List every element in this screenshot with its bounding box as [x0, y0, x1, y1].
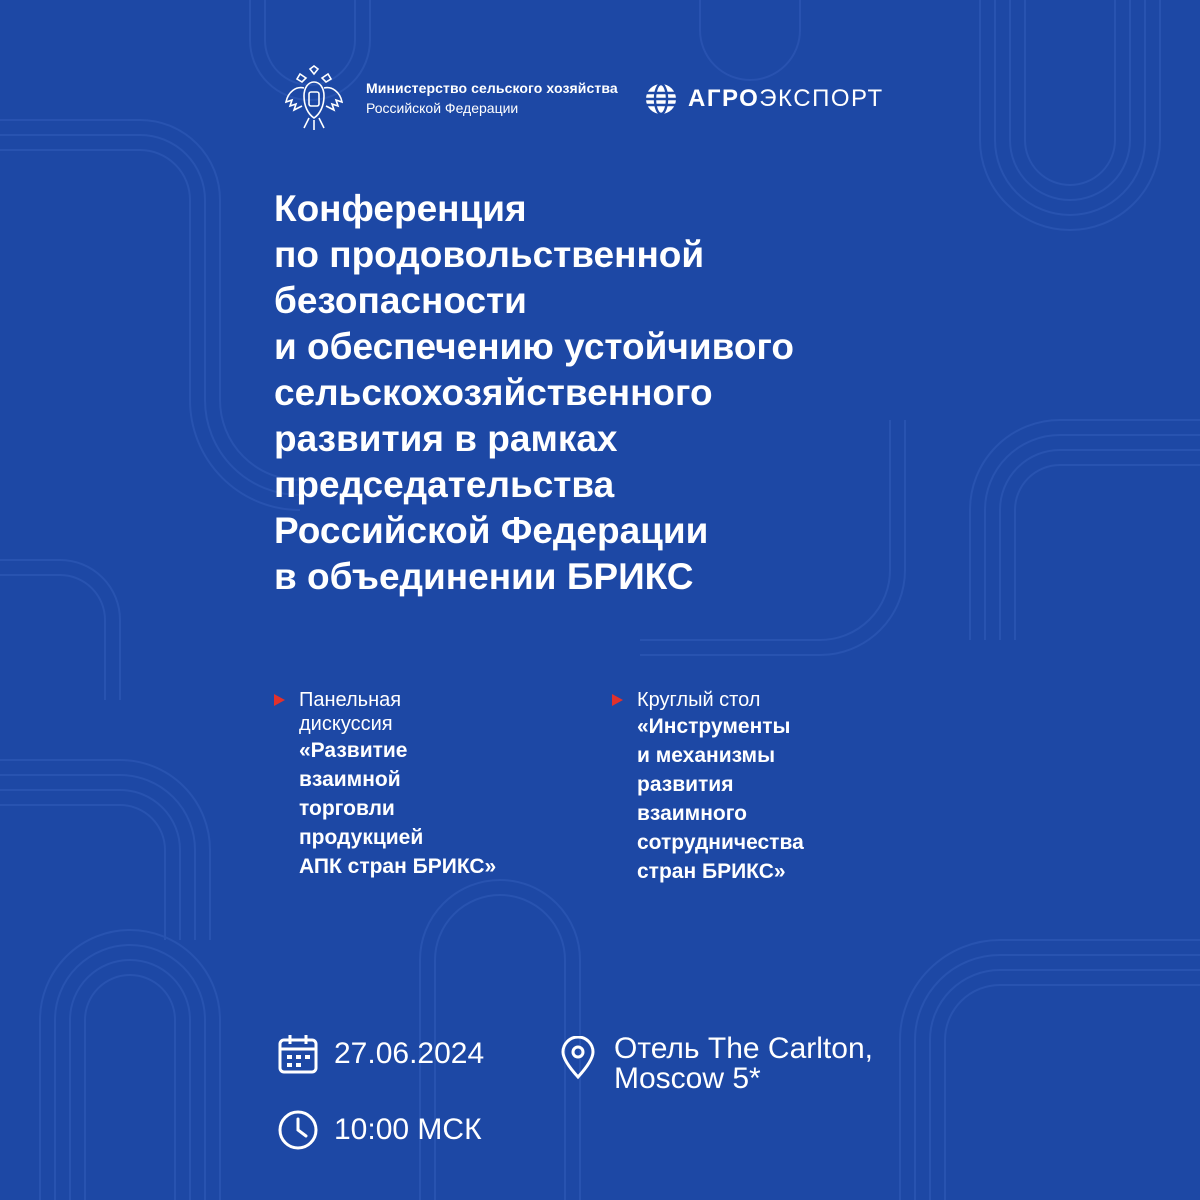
session-name-line: взаимной	[299, 768, 401, 791]
location-pin-icon	[556, 1036, 600, 1080]
event-time	[276, 1108, 482, 1152]
session-type-line: дискуссия	[299, 713, 393, 735]
title-line: по продовольственной	[274, 234, 705, 275]
title-line: Российской Федерации	[274, 510, 709, 551]
ministry-logo	[278, 62, 618, 134]
session-panel-discussion	[274, 688, 574, 881]
title-line: Конференция	[274, 188, 527, 229]
session-name-line: торговли	[299, 797, 395, 820]
title-line: безопасности	[274, 280, 527, 321]
session-name-line: «Инструменты	[637, 715, 791, 738]
session-name-line: и механизмы	[637, 744, 776, 767]
session-name-line: АПК стран БРИКС»	[299, 855, 497, 878]
title-line: и обеспечению устойчивого	[274, 326, 795, 367]
agro-bold-text: АГРО	[688, 85, 760, 112]
agro-light-text: ЭКСПОРТ	[759, 85, 884, 112]
calendar-icon	[276, 1032, 320, 1076]
session-name-line: стран БРИКС»	[637, 860, 786, 883]
ministry-name-line1: Министерство сельского хозяйства	[366, 80, 618, 96]
session-round-table	[612, 688, 932, 886]
event-date	[276, 1032, 484, 1076]
session-name-line: сотрудничества	[637, 831, 804, 854]
russian-coat-of-arms-icon	[278, 62, 350, 134]
red-triangle-bullet-icon	[274, 694, 285, 706]
page-title	[274, 186, 974, 600]
place-line1: Отель The Carlton,	[614, 1032, 873, 1065]
globe-icon	[644, 82, 678, 116]
event-place	[556, 1034, 873, 1094]
title-line: развития в рамках	[274, 418, 618, 459]
title-line: сельскохозяйственного	[274, 372, 713, 413]
date-text: 27.06.2024	[334, 1037, 485, 1070]
session-type-line: Панельная	[299, 689, 402, 711]
session-name-line: развития	[637, 773, 734, 796]
title-line: председательства	[274, 464, 615, 505]
place-line2: Moscow 5*	[614, 1062, 761, 1095]
agroexport-logo	[644, 82, 884, 116]
session-type-line: Круглый стол	[637, 689, 761, 711]
time-text: 10:00 МСК	[334, 1113, 482, 1146]
clock-icon	[276, 1108, 320, 1152]
title-line: в объединении БРИКС	[274, 556, 694, 597]
red-triangle-bullet-icon	[612, 694, 623, 706]
ministry-name-line2: Российской Федерации	[366, 100, 519, 116]
session-name-line: «Развитие	[299, 739, 408, 762]
session-name-line: продукцией	[299, 826, 424, 849]
session-name-line: взаимного	[637, 802, 748, 825]
